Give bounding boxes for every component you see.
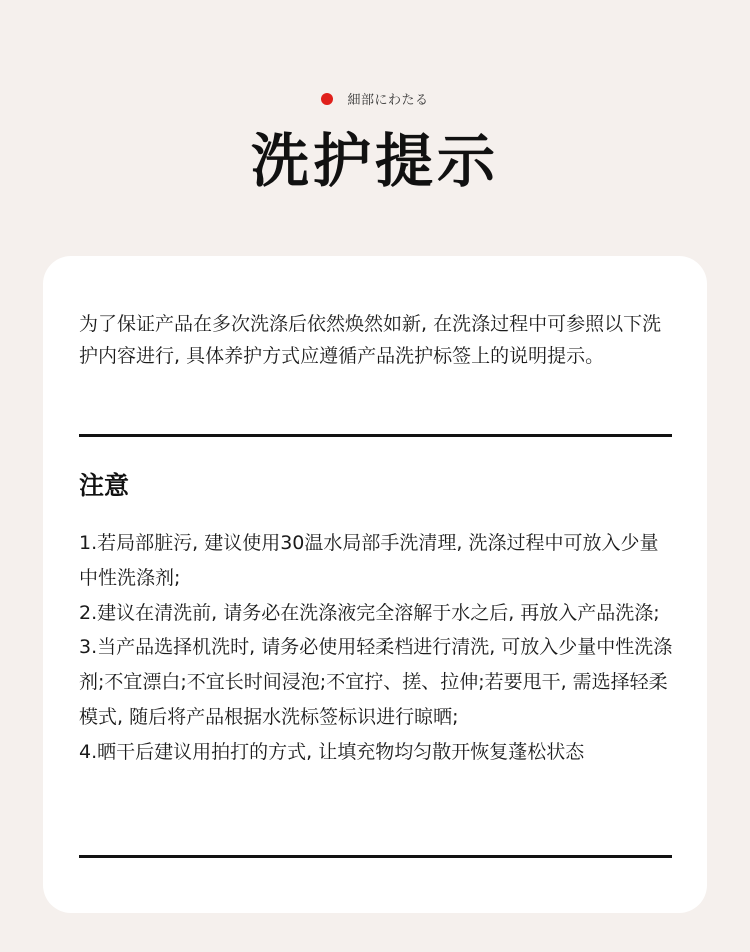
section-heading: 注意 [79,471,130,500]
care-card [43,256,707,913]
eyebrow [0,89,750,108]
page-title: 洗护提示 [250,127,499,195]
note-item: 2.建议在清洗前, 请务必在洗涤液完全溶解于水之后, 再放入产品洗涤; [79,601,660,624]
notes-list [79,526,675,770]
note-item: 3.当产品选择机洗时, 请务必使用轻柔档进行清洗, 可放入少量中性洗涤剂;不宜漂白;不宜长时间浸泡;不宜拧、搓、拉伸;若要甩干, 需选择轻柔模式, 随后将产品根据水洗标签标识进行晾晒; [79,636,673,728]
note-item: 1.若局部脏污, 建议使用30温水局部手洗清理, 洗涤过程中可放入少量中性洗涤剂; [79,532,659,589]
intro-paragraph: 为了保证产品在多次洗涤后依然焕然如新, 在洗涤过程中可参照以下洗护内容进行, 具体养护方式应遵循产品洗护标签上的说明提示。 [79,313,662,367]
top-divider [79,434,672,437]
red-dot-icon [321,93,333,105]
bottom-divider [79,855,672,858]
note-item: 4.晒干后建议用拍打的方式, 让填充物均匀散开恢复蓬松状态 [79,740,585,763]
eyebrow-label: 細部にわたる [347,93,429,108]
